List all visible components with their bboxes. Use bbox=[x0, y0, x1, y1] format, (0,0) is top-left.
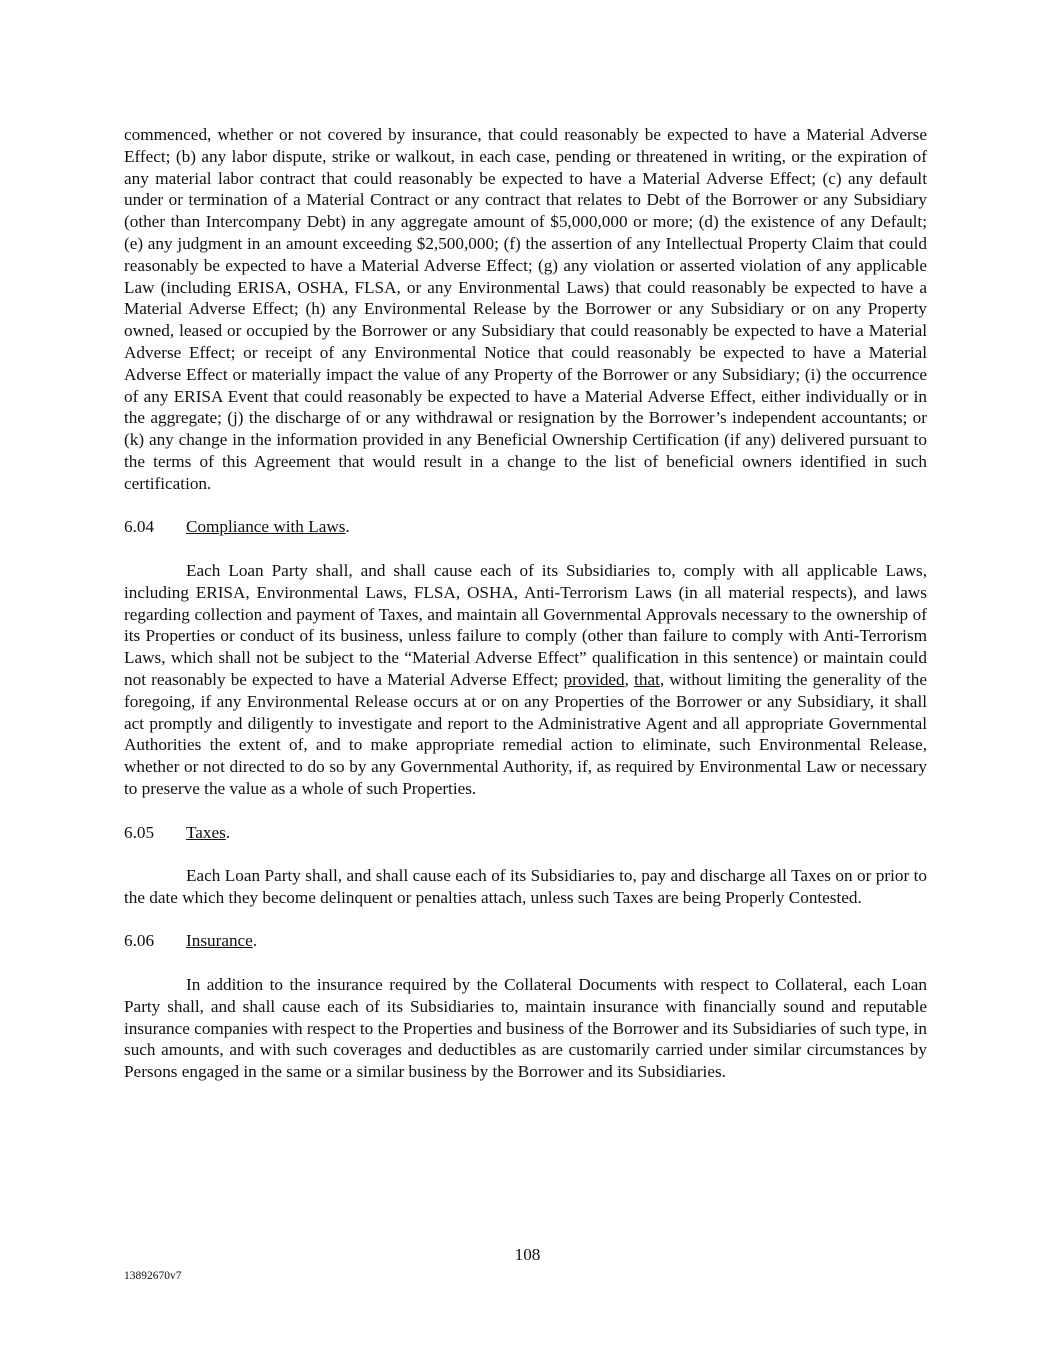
section-title-wrap bbox=[186, 822, 230, 844]
body-text: , without limiting the generality of the foregoing, if any Environmental Release occurs at or on any Properties of the Borrower or any Subsidiary, it shall act promptly and diligently to investigate and report to the Administrative Agent and all appropriate Governmental Authorities the extent of, and to make appropriate remedial action to eliminate, such Environmental Release, whether or not directed to do so by any Governmental Authority, if, as required by Environmental Law or necessary to preserve the value as a whole of such Properties. bbox=[124, 669, 927, 798]
document-id: 13892670v7 bbox=[124, 1270, 182, 1282]
section-title: Taxes bbox=[186, 822, 226, 842]
section-number: 6.04 bbox=[124, 517, 155, 537]
section-heading-6-04 bbox=[124, 516, 927, 538]
section-title-period: . bbox=[225, 822, 231, 842]
section-6-04-body bbox=[124, 560, 927, 800]
section-number: 6.05 bbox=[124, 822, 155, 842]
that-term: that bbox=[634, 669, 660, 689]
section-title-period: . bbox=[252, 931, 258, 951]
provided-term: provided bbox=[563, 669, 625, 689]
section-number: 6.06 bbox=[124, 931, 155, 951]
section-title-wrap bbox=[186, 930, 257, 952]
continuation-paragraph: commenced, whether or not covered by insurance, that could reasonably be expected to have a Material Adverse Effect; (b) any labor dispute, strike or walkout, in each case, pending or threatened in writing, or the expiration of any material labor contract that could reasonably be expected to have a Material Adverse Effect; (c) any default under or termination of a Material Contract or any contract that relates to Debt of the Borrower or any Subsidiary (other than Intercompany Debt) in any aggregate amount of $5,000,000 or more; (d) the existence of any Default; (e) any judgment in an amount exceeding $2,500,000; (f) the assertion of any Intellectual Property Claim that could reasonably be expected to have a Material Adverse Effect; (g) any violation or asserted violation of any applicable Law (including ERISA, OSHA, FLSA, or any Environmental Laws) that could reasonably be expected to have a Material Adverse Effect; (h) any Environmental Release by the Borrower or any Subsidiary or on any Property owned, leased or occupied by the Borrower or any Subsidiary that could reasonably be expected to have a Material Adverse Effect; or receipt of any Environmental Notice that could reasonably be expected to have a Material Adverse Effect or materially impact the value of any Property of the Borrower or any Subsidiary; (i) the occurrence of any ERISA Event that could reasonably be expected to have a Material Adverse Effect, either individually or in the aggregate; (j) the discharge of or any withdrawal or resignation by the Borrower’s independent accountants; or (k) any change in the information provided in any Beneficial Ownership Certification (if any) delivered pursuant to the terms of this Agreement that would result in a change to the list of beneficial owners identified in such certification. bbox=[124, 125, 927, 493]
comma: , bbox=[624, 669, 635, 689]
section-heading-6-06 bbox=[124, 930, 927, 952]
page-number: 108 bbox=[514, 1245, 541, 1264]
section-6-06-body: In addition to the insurance required by the Collateral Documents with respect to Collateral, each Loan Party shall, and shall cause each of its Subsidiaries to, maintain insurance with financially sound and reputable insurance companies with respect to the Properties and business of the Borrower and its Subsidiaries of such type, in such amounts, and with such coverages and deductibles as are customarily carried under similar circumstances by Persons engaged in the same or a similar business by the Borrower and its Subsidiaries. bbox=[124, 975, 927, 1082]
section-title-period: . bbox=[345, 517, 350, 537]
section-title: Compliance with Laws bbox=[186, 517, 346, 537]
section-title-wrap bbox=[186, 516, 350, 538]
section-title: Insurance bbox=[186, 931, 253, 951]
body-text: Each Loan Party shall, and shall cause each of its Subsidiaries to, comply with all applicable Laws, including ERISA, Environmental Laws, FLSA, OSHA, Anti-Terrorism Laws (in all material respects), and laws regarding collection and payment of Taxes, and maintain all Governmental Approvals necessary to the ownership of its Properties or conduct of its business, unless failure to comply (other than failure to comply with Anti-Terrorism Laws, which shall not be subject to the “Material Adverse Effect” qualification in this sentence) or maintain could not reasonably be expected to have a Material Adverse Effect; bbox=[124, 560, 927, 689]
page-body bbox=[124, 124, 927, 1083]
section-heading-6-05 bbox=[124, 822, 927, 844]
section-6-05-body: Each Loan Party shall, and shall cause each of its Subsidiaries to, pay and discharge all Taxes on or prior to the date which they become delinquent or penalties attach, unless such Taxes are being Properly Contested. bbox=[124, 866, 927, 907]
